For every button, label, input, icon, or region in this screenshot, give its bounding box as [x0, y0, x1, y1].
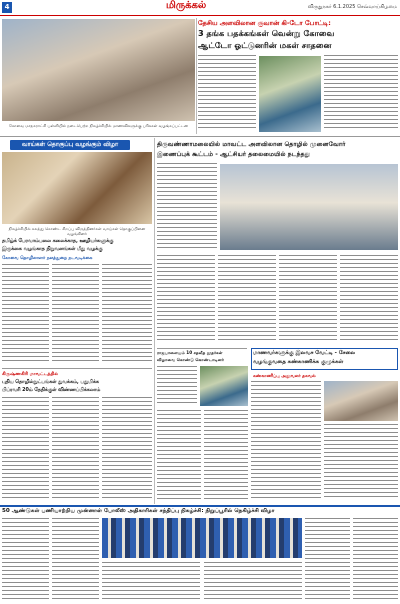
story-left-lower-body-col-1 [2, 264, 49, 364]
story-center-body-col-2 [218, 255, 276, 345]
story-right-mid-body-col-1 [251, 381, 321, 501]
story-right-mid-body-col-2 [324, 424, 398, 501]
photo-prize-distribution [2, 19, 195, 121]
story-bottom-body-col-3 [102, 562, 200, 602]
column-rule-left [154, 138, 155, 504]
story-center-small-headline-1: ராஜபாளையம் 10 சதவீத தூதர்கள் [157, 350, 223, 355]
story-bottom-body-col-1 [2, 518, 49, 602]
photo-officials [324, 381, 398, 421]
story-left-lower-body-col-3 [102, 264, 152, 364]
story-center-headline-2: இணைப்புக் கூட்டம் - ஆட்சியர் தலைமையில் நடந்தது [157, 151, 311, 158]
photo-medal-winner [259, 56, 321, 132]
story-center-small-body [157, 366, 197, 406]
story-center-body-col-1 [157, 255, 215, 345]
story-center-intro-col [157, 163, 217, 253]
masthead [0, 0, 400, 16]
story-left-bottom-headline-1: புதிய தொழில்நுட்பங்கள் துவக்கம், பதுமிக்க [2, 380, 99, 385]
story-center-lower-body-col-2 [204, 410, 248, 502]
photo-caption-top-left: கோவை மாநகராட்சி பள்ளியில் நடைபெற்ற நிகழ்ச்சியில் மாணவிகளுக்கு பரிசுகள் வழங்கப்பட்டன [9, 123, 188, 128]
story-bottom-body-col-2 [52, 518, 99, 602]
story-center-small-headline-2: விழாவை கொண்டு கொண்டாடினர் [157, 357, 224, 362]
divider-center-mid [157, 348, 247, 349]
story-left-lower-headline-2: இருக்கை வழங்காத நிறுவனங்கள் மீது வழக்கு [2, 247, 103, 252]
story-right-mid-headline-2: வழங்குவதை கண்காணிக்க குழுக்கள் [253, 359, 344, 365]
divider-top [0, 136, 400, 137]
story-bottom-body-col-5 [305, 518, 350, 602]
story-left-bottom-body-col-2 [52, 397, 99, 502]
photo-gift-distribution [2, 152, 152, 224]
divider-bottom [0, 505, 400, 507]
newspaper-logo: மிருக்கல் [166, 0, 207, 11]
story-left-bottom-body-col-1 [2, 397, 49, 502]
story-bottom-body-col-4 [204, 562, 302, 602]
story-top-right-kicker: தேசிய அளவிலான குவான் கி-டோ போட்டி: [198, 19, 331, 27]
divider-left-bottom [2, 368, 152, 369]
story-left-bottom-headline-2: பிப்ரவரி 20ம் தேதிக்குள் விண்ணப்பிக்கலாம் [2, 388, 101, 393]
story-left-bottom-body-col-3 [102, 397, 152, 502]
story-left-lower-subhead: கோவை தொழிலாளர் நலத்துறை நடவடிக்கை [2, 256, 93, 261]
story-center-headline-1: திருவண்ணாமலையில் மாவட்ட அளவிலான தொழில் முனைவோர் [157, 141, 346, 148]
story-left-lower-body-col-2 [52, 264, 99, 364]
story-left-bottom-kicker: கிருஷ்ணகிரி மாவட்டத்தில் [2, 372, 59, 377]
story-center-body-col-3 [279, 255, 337, 345]
story-center-body-col-4 [340, 255, 398, 345]
photo-meeting-hall [220, 164, 398, 250]
photo-celebration [200, 366, 248, 406]
story-top-right-body-col-1 [198, 55, 256, 131]
story-top-right-headline-1: 3 தங்க பதக்கங்கள் வென்று கோவை [198, 28, 335, 38]
photo-caption-left-mid: நிகழ்ச்சியில் கலந்து கொண்ட சிறப்பு விருந்தினர்கள் வாய்கள் தொகுப்பினை வழங்கினர் [8, 226, 146, 236]
banner-left-mid: வாய்கள் தொகுப்பு வழங்கும் விழா [10, 140, 130, 150]
story-left-lower-headline-1: தமிழ்க் பேரவாம்பலை கலைக்காத, ஊழியர்களுக்கு [2, 239, 114, 244]
story-right-mid-headline-1: மாணவர்களுக்கு இலவச வேட்டி - சேலை [253, 350, 356, 356]
column-rule-top [196, 18, 197, 134]
story-center-lower-body-col-1 [157, 410, 201, 502]
page-number: 4 [2, 2, 12, 13]
story-bottom-headline: 50 ஆண்டுகள் பணியாற்றிய முன்னாள் போலீஸ் அதிகாரிகள் சந்திப்பு நிகழ்ச்சி: நிறுப்பூரில் நெகிழ்ச்சி விழா [2, 508, 275, 514]
story-top-right-headline-2: ஆட்டோ ஓட்டுனரின் மகள் சாதனை [198, 40, 332, 50]
story-top-right-body-col-2 [324, 55, 398, 131]
story-bottom-body-col-6 [353, 518, 398, 602]
photo-group-police-officers [102, 518, 302, 558]
story-right-mid-subhead: கண்காணிப்பு அலுவலர் தகவல் [253, 374, 316, 379]
dateline: விருதுநகர் 6.1.2025 செவ்வாய்கிழமை [307, 4, 397, 10]
